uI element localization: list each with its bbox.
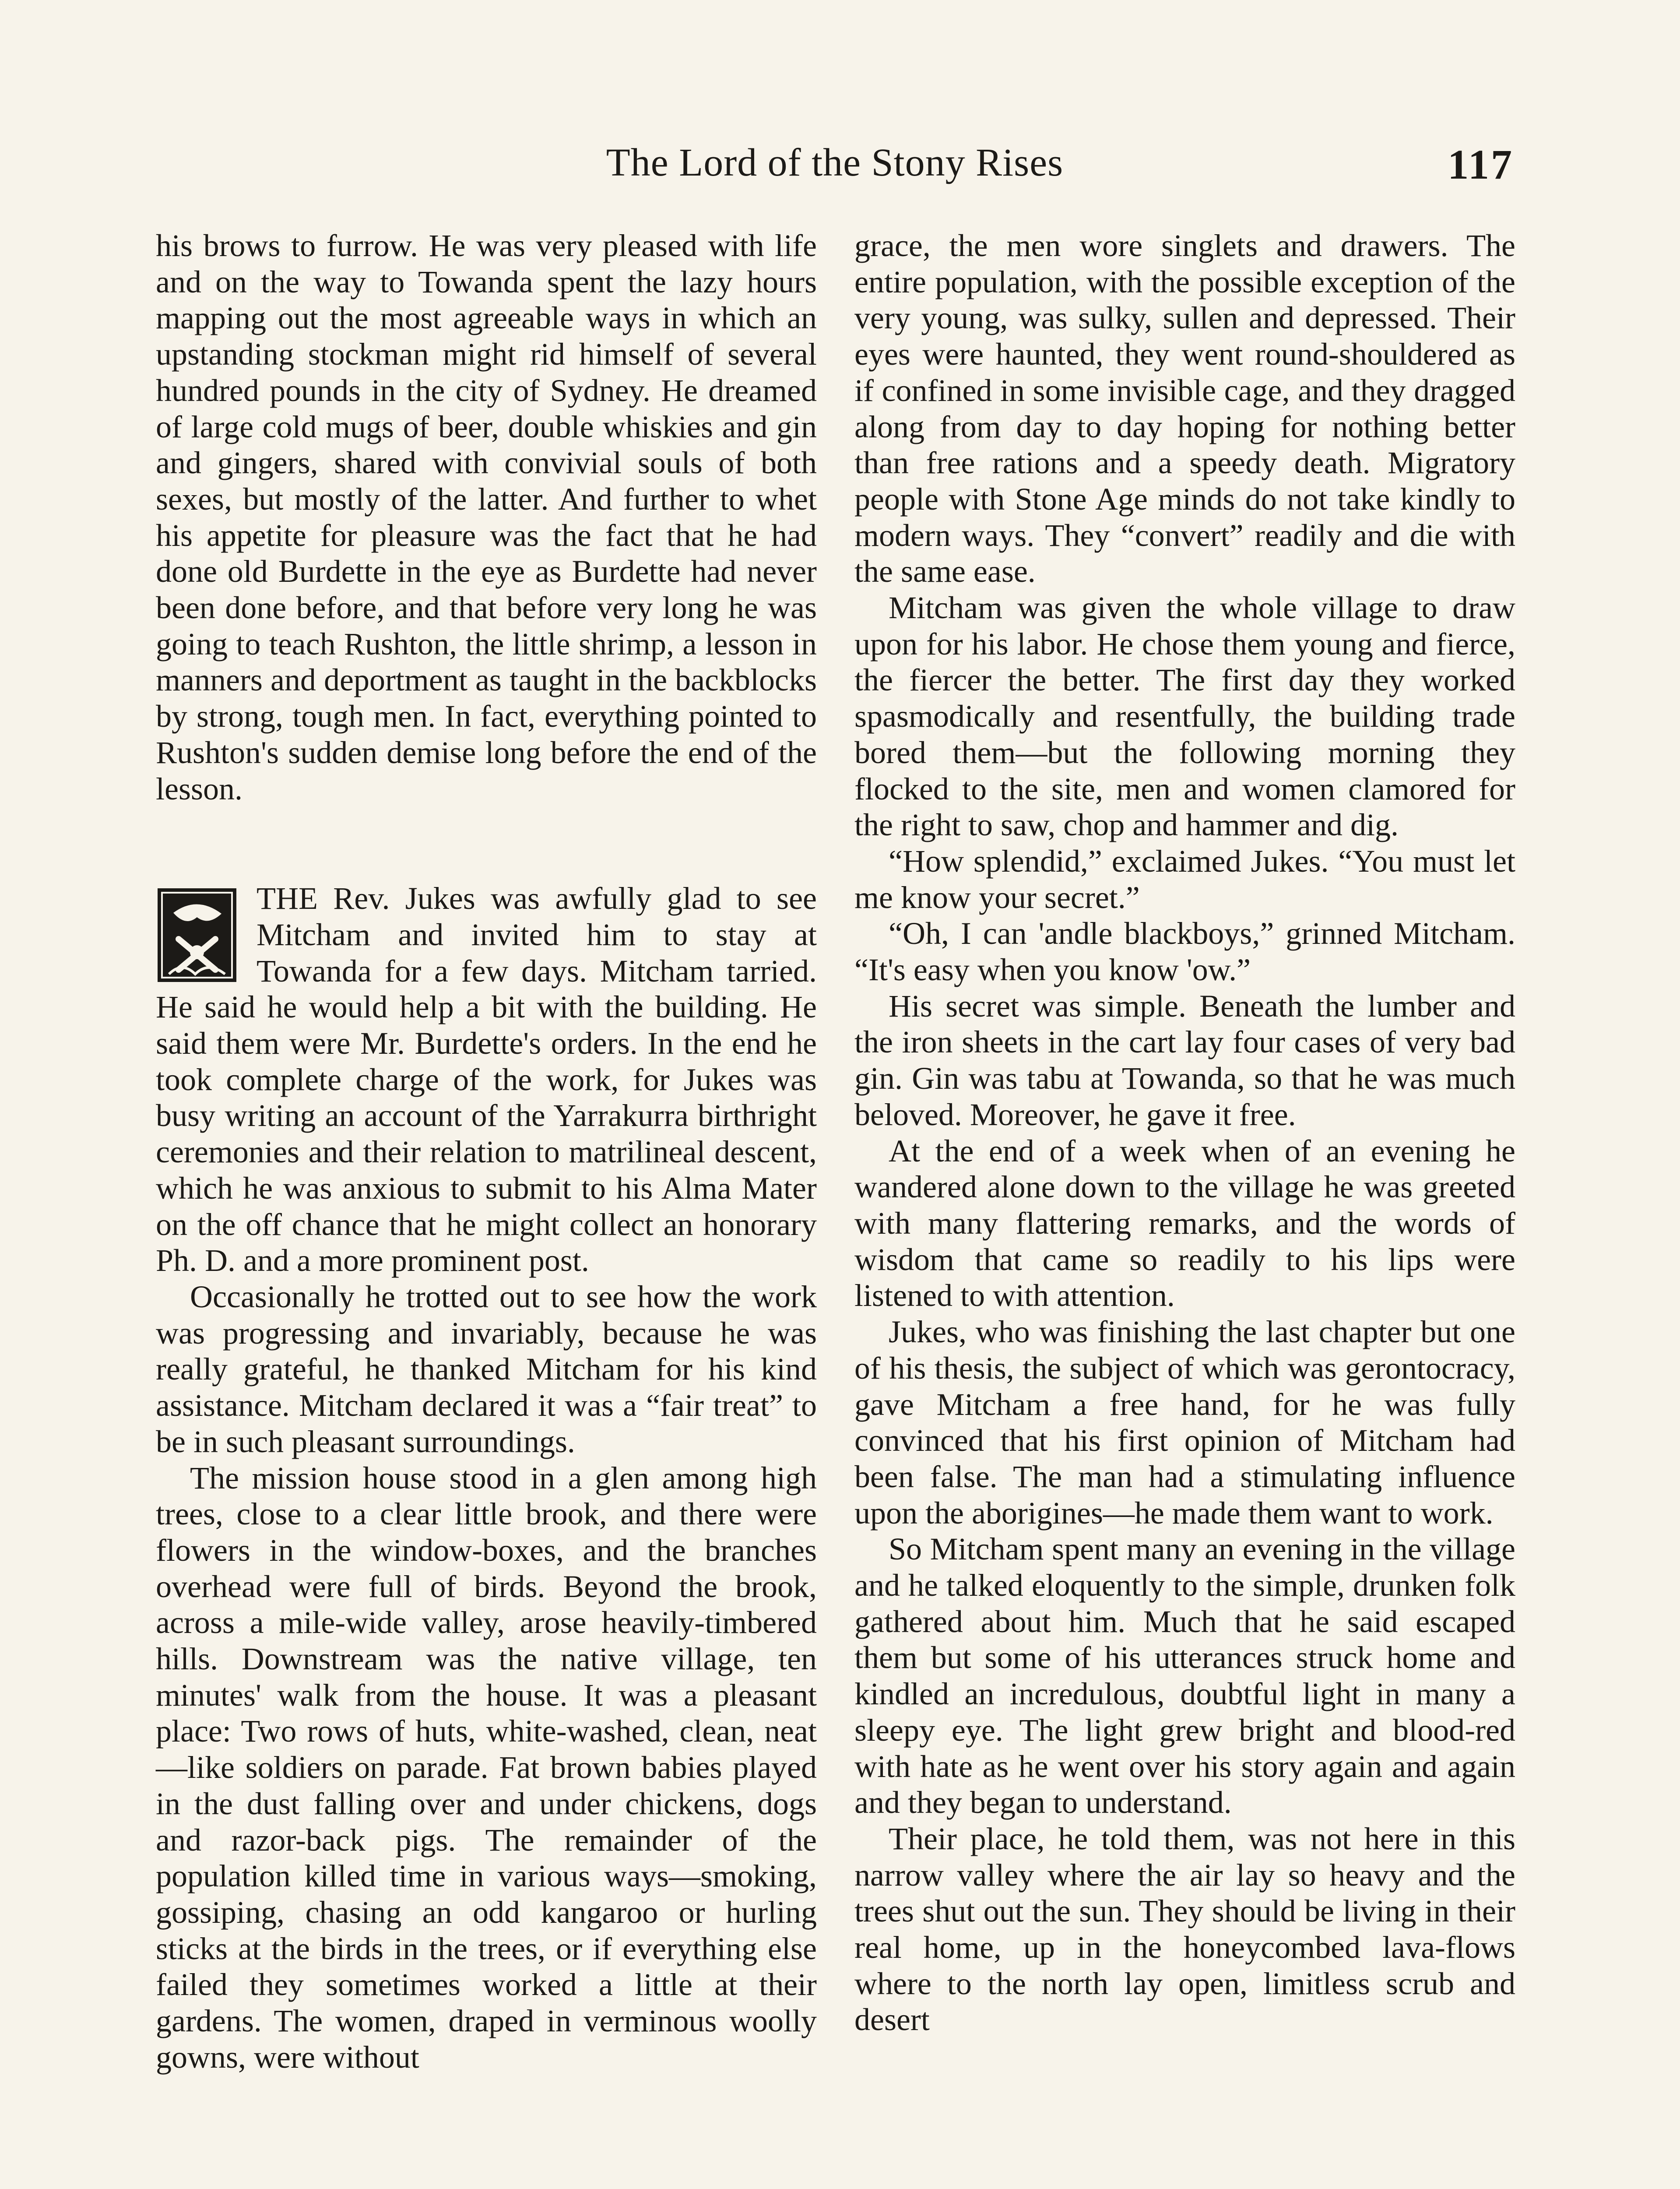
paragraph: At the end of a week when of an evening he wandered alone down to the village he was greeted with many flattering remarks, and the words of wisdom that came so readily to his lips were listened to with attention. xyxy=(854,1133,1515,1313)
paragraph: “Oh, I can 'andle blackboys,” grinned Mitcham. “It's easy when you know 'ow.” xyxy=(854,916,1515,988)
decorative-ornament-icon xyxy=(156,887,238,984)
page-number: 117 xyxy=(1448,141,1514,188)
running-title: The Lord of the Stony Rises xyxy=(606,141,1064,184)
left-column xyxy=(156,228,817,2075)
right-column xyxy=(854,228,1515,2038)
paragraph: his brows to furrow. He was very pleased with life and on the way to Towanda spent the lazy hours mapping out the most agreeable ways in which an upstanding stockman might rid himself of several hundred pounds in the city of Sydney. He dreamed of large cold mugs of beer, double whiskies and gin and gingers, shared with convivial souls of both sexes, but mostly of the latter. And further to whet his appetite for pleasure was the fact that he had done old Burdette in the eye as Burdette had never been done before, and that before very long he was going to teach Rushton, the little shrimp, a lesson in manners and deportment as taught in the backblocks by strong, tough men. In fact, everything pointed to Rushton's sudden demise long before the end of the lesson. xyxy=(156,228,817,806)
page-header xyxy=(156,131,1514,197)
paragraph: THE Rev. Jukes was awfully glad to see Mitcham and invited him to stay at Towanda for a few days. Mitcham tarried. He said he would help a bit with the building. He said them were Mr. Burdette's orders. In the end he took complete charge of the work, for Jukes was busy writing an account of the Yarrakurra birthright ceremonies and their relation to matrilineal descent, which he was anxious to submit to his Alma Mater on the off chance that he might collect an honorary Ph. D. and a more prominent post. xyxy=(156,881,817,1278)
paragraph: grace, the men wore singlets and drawers. The entire population, with the possible exception of the very young, was sulky, sullen and depressed. Their eyes were haunted, they went round-shouldered as if confined in some invisible cage, and they dragged along from day to day hoping for nothing better than free rations and a speedy death. Migratory people with Stone Age minds do not take kindly to modern ways. They “convert” readily and die with the same ease. xyxy=(854,228,1515,589)
paragraph: His secret was simple. Beneath the lumber and the iron sheets in the cart lay four cases of very bad gin. Gin was tabu at Towanda, so that he was much beloved. Moreover, he gave it free. xyxy=(854,988,1515,1132)
paragraph: So Mitcham spent many an evening in the village and he talked eloquently to the simple, drunken folk gathered about him. Much that he said escaped them but some of his utterances struck home and kindled an incredulous, doubtful light in many a sleepy eye. The light grew bright and blood-red with hate as he went over his story again and again and they began to understand. xyxy=(854,1531,1515,1820)
paragraph: “How splendid,” exclaimed Jukes. “You must let me know your secret.” xyxy=(854,843,1515,915)
paragraph: Their place, he told them, was not here in this narrow valley where the air lay so heavy and the trees shut out the sun. They should be living in their real home, up in the honeycombed lava-flows where to the north lay open, limitless scrub and desert xyxy=(854,1821,1515,2038)
paragraph: The mission house stood in a glen among high trees, close to a clear little brook, and there were flowers in the window-boxes, and the branches overhead were full of birds. Beyond the brook, across a mile-wide valley, arose heavily-timbered hills. Downstream was the native village, ten minutes' walk from the house. It was a pleasant place: Two rows of huts, white-washed, clean, neat—like soldiers on parade. Fat brown babies played in the dust falling over and under chickens, dogs and razor-back pigs. The remainder of the population killed time in various ways—smoking, gossiping, chasing an odd kangaroo or hurling sticks at the birds in the trees, or if everything else failed they sometimes worked a little at their gardens. The women, draped in verminous woolly gowns, were without xyxy=(156,1460,817,2075)
paragraph: Occasionally he trotted out to see how the work was progressing and invariably, because he was really grateful, he thanked Mitcham for his kind assistance. Mitcham declared it was a “fair treat” to be in such pleasant surroundings. xyxy=(156,1279,817,1459)
paragraph: Mitcham was given the whole village to draw upon for his labor. He chose them young and fierce, the fiercer the better. The first day they worked spasmodically and resentfully, the building trade bored them—but the following morning they flocked to the site, men and women clamored for the right to saw, chop and hammer and dig. xyxy=(854,590,1515,843)
section-opening xyxy=(156,880,817,1279)
paragraph: Jukes, who was finishing the last chapter but one of his thesis, the subject of which was gerontocracy, gave Mitcham a free hand, for he was fully convinced that his first opinion of Mitcham had been false. The man had a stimulating influence upon the aborigines—he made them want to work. xyxy=(854,1314,1515,1531)
section-break xyxy=(156,807,817,880)
